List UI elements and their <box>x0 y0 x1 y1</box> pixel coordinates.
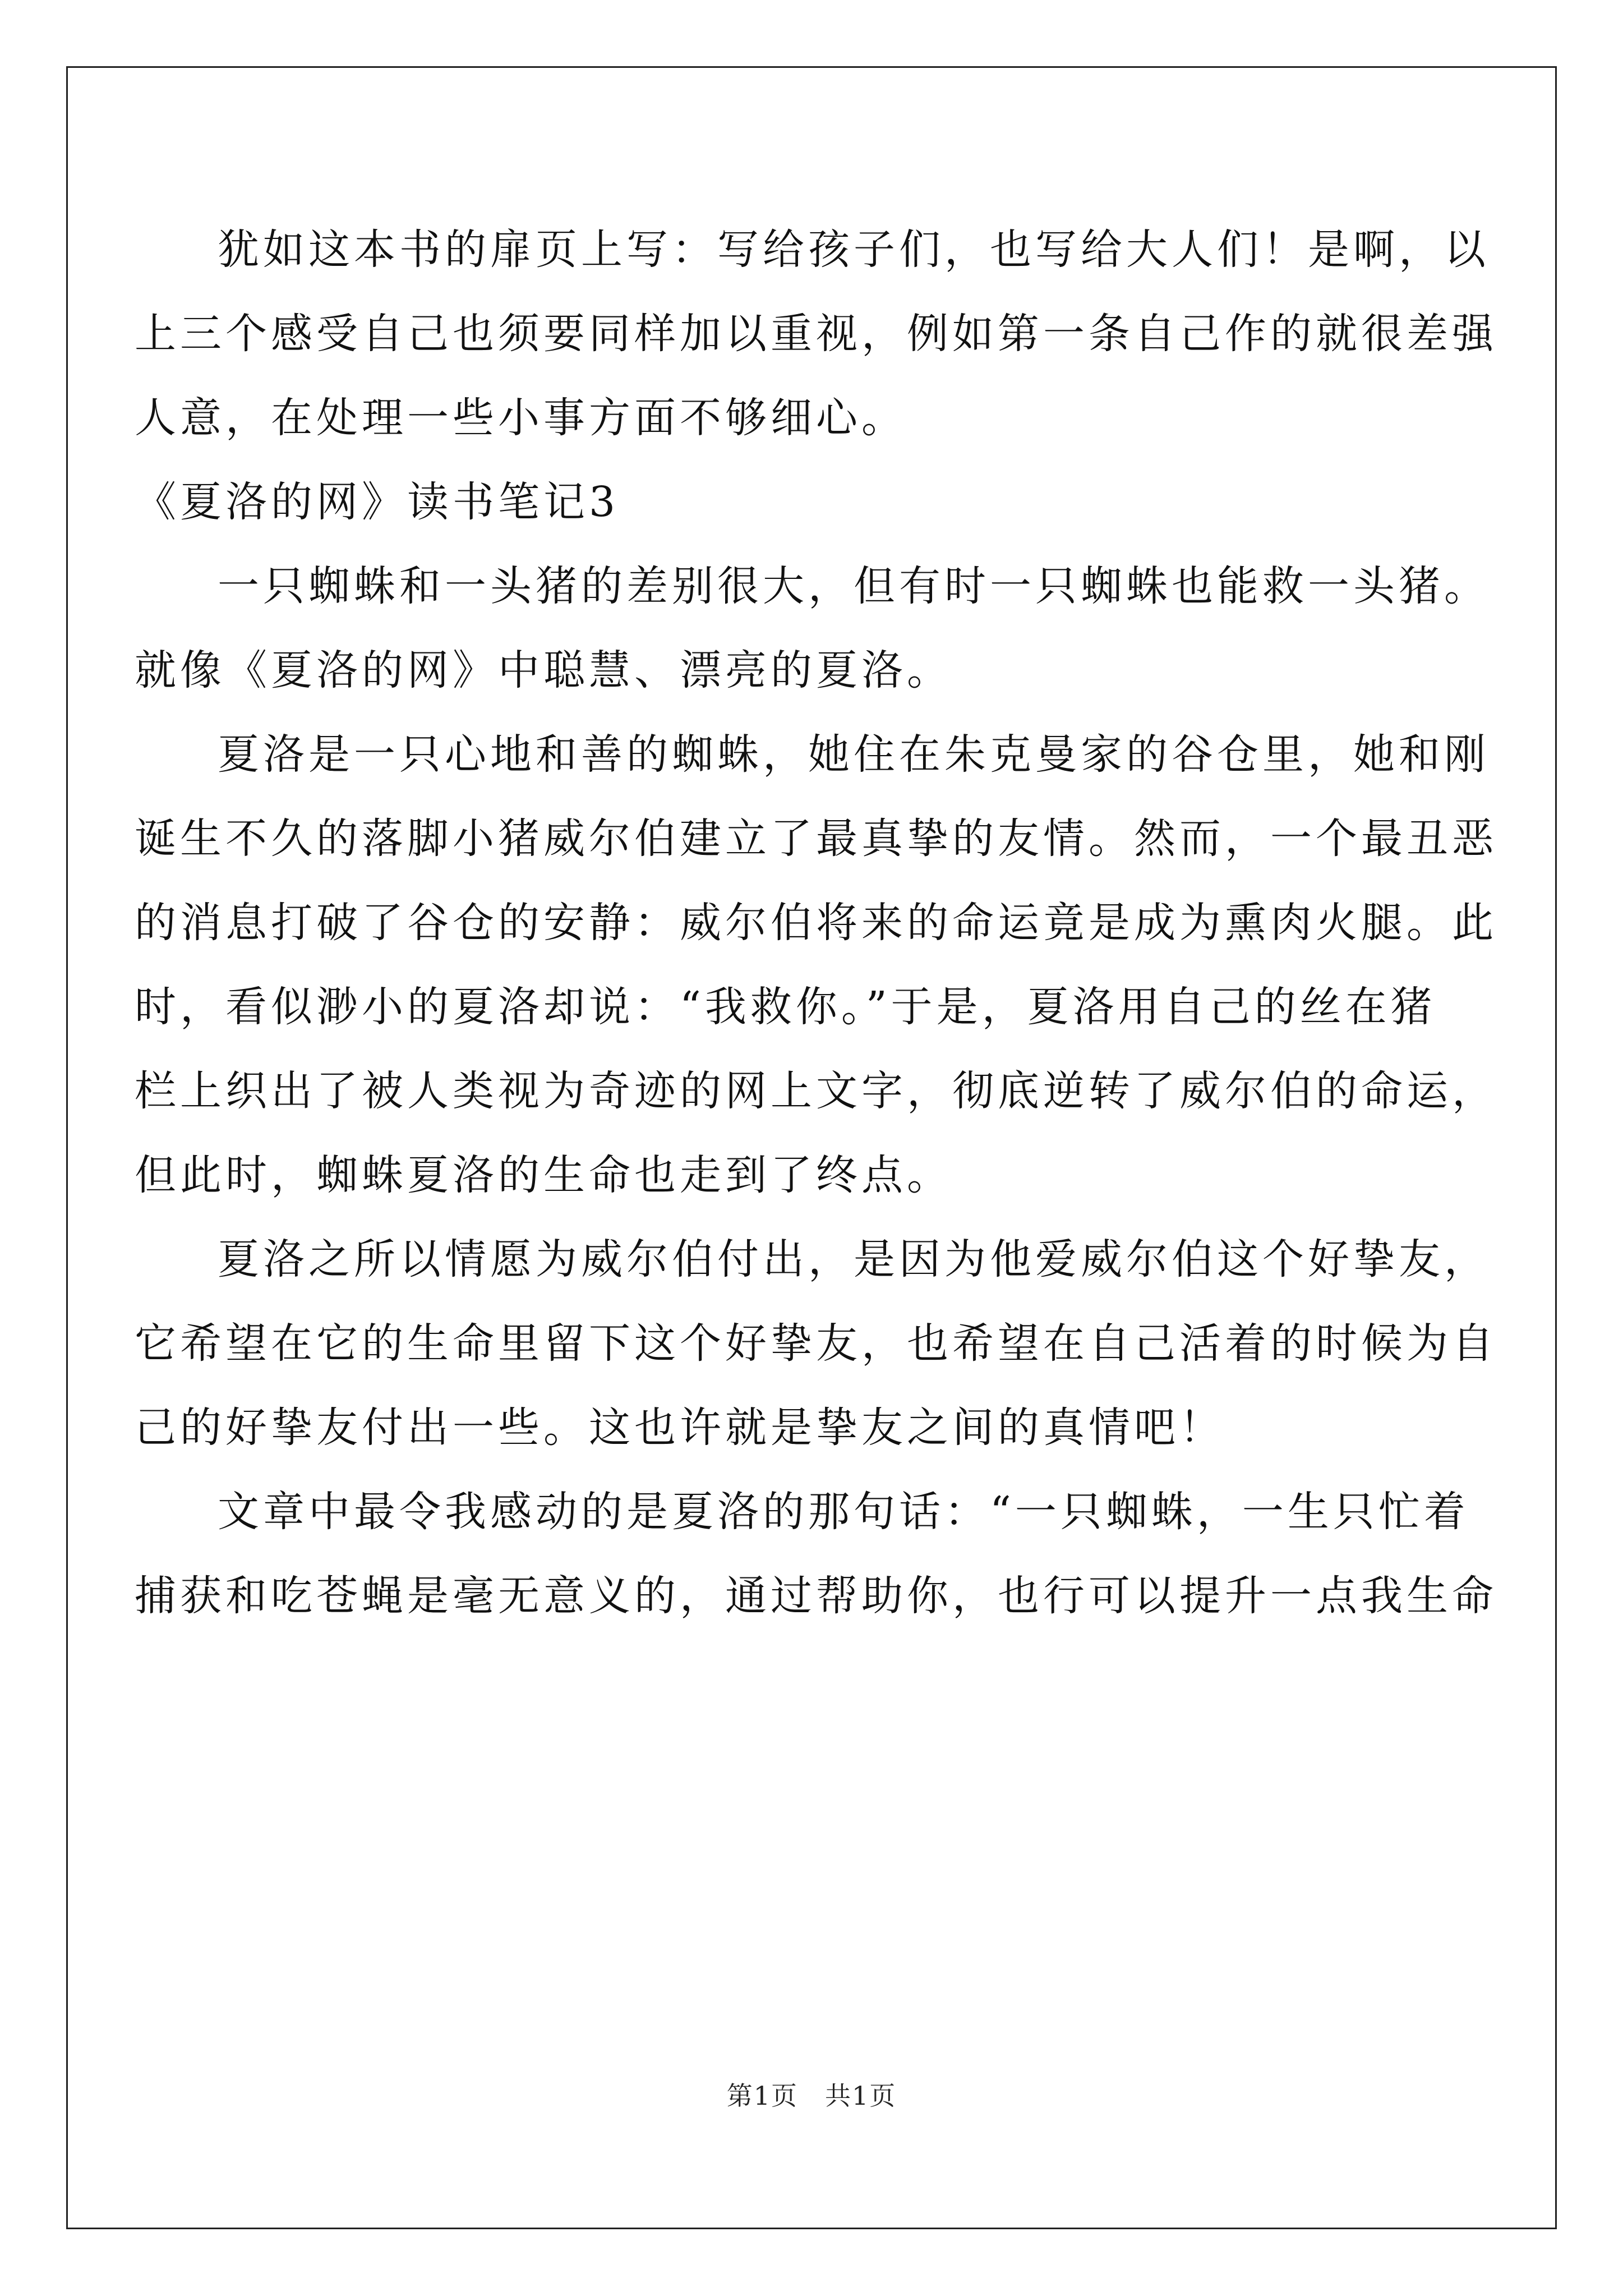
text-line: 时，看似渺小的夏洛却说：“我救你。”于是，夏洛用自己的丝在猪 <box>135 983 1436 1031</box>
text-line: 上三个感受自己也须要同样加以重视，例如第一条自己作的就很差强 <box>135 310 1497 358</box>
text-line: 犹如这本书的扉页上写：写给孩子们，也写给大人们！是啊，以 <box>218 226 1490 274</box>
text-line: 的消息打破了谷仓的安静：威尔伯将来的命运竟是成为熏肉火腿。此 <box>135 899 1497 947</box>
text-line: 栏上织出了被人类视为奇迹的网上文字，彻底逆转了威尔伯的命运， <box>135 1067 1497 1115</box>
paragraph <box>135 1470 1497 1638</box>
text-line: 它希望在它的生命里留下这个好挚友，也希望在自己活着的时候为自 <box>135 1319 1497 1368</box>
text-line: 捕获和吃苍蝇是毫无意义的，通过帮助你，也行可以提升一点我生命 <box>135 1572 1497 1620</box>
paragraph <box>135 208 1497 460</box>
text-line: 夏洛是一只心地和善的蜘蛛，她住在朱克曼家的谷仓里，她和刚 <box>218 730 1490 779</box>
text-line: 己的好挚友付出一些。这也许就是挚友之间的真情吧！ <box>135 1404 1225 1452</box>
text-line: 人意，在处理一些小事方面不够细心。 <box>135 394 907 442</box>
text-line: 文章中最令我感动的是夏洛的那句话：“一只蜘蛛，一生只忙着 <box>218 1488 1469 1536</box>
section-heading <box>135 460 1453 544</box>
paragraph <box>135 712 1497 1217</box>
text-line: 就像《夏洛的网》中聪慧、漂亮的夏洛。 <box>135 646 952 694</box>
text-line: 诞生不久的落脚小猪威尔伯建立了最真挚的友情。然而，一个最丑恶 <box>135 815 1497 863</box>
paragraph <box>135 1217 1497 1470</box>
text-line: 一只蜘蛛和一头猪的差别很大，但有时一只蜘蛛也能救一头猪。 <box>218 562 1490 610</box>
paragraph <box>135 544 1490 712</box>
text-line: 夏洛之所以情愿为威尔伯付出，是因为他爱威尔伯这个好挚友， <box>218 1235 1490 1283</box>
heading-text: 《夏洛的网》读书笔记3 <box>135 478 620 526</box>
text-line: 但此时，蜘蛛夏洛的生命也走到了终点。 <box>135 1151 952 1199</box>
document-body <box>135 208 1497 1638</box>
page-footer: 第1页 共1页 <box>726 2081 897 2111</box>
